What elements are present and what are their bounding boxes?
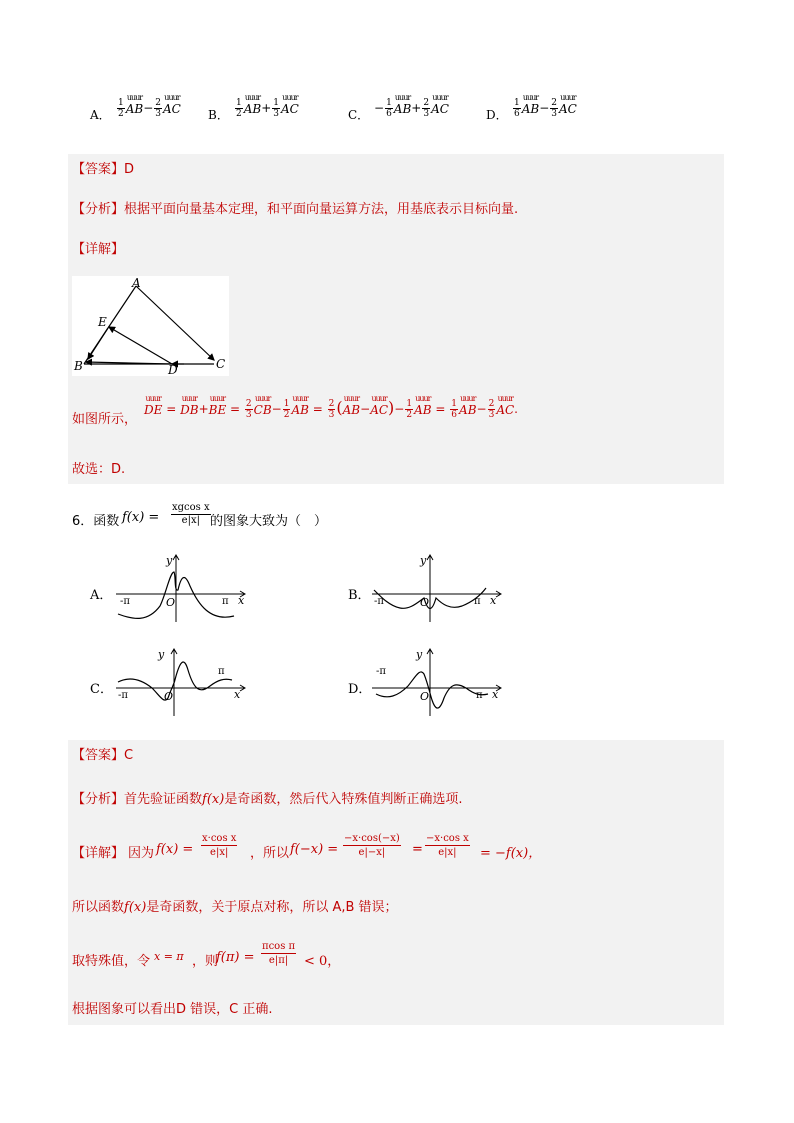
graph-d [370, 646, 510, 718]
svg-text:-π: -π [118, 690, 128, 701]
svg-text:x: x [238, 594, 245, 607]
q6-line3: 取特殊值，令 x = π ，则 f(π) = $\frac{\text{πcos π}}{e|\pi|}$ < 0， [72, 941, 341, 969]
svg-text:-π: -π [374, 596, 384, 607]
option-d [486, 106, 508, 123]
option-a [90, 106, 111, 123]
svg-text:y: y [420, 554, 427, 567]
label-e: E [98, 315, 107, 329]
q5-formula-expr: uuur DE = uuur DB+uuur BE = $\frac{2}{3}$ uuur CB− $\frac{1}{2}$ uuur AB = $\frac{2}{3}$ (uuur AB−uuur AC)− $\frac{1}{2}$ uuur AB = $\frac{1}{6}$ uuur AB− $\frac{2}{3}$ uuur AC. [144, 398, 518, 420]
option-a-expr: $\frac{1}{2}$ uuur AB− $\frac{2}{3}$ uuur AC [116, 98, 181, 119]
option-c [348, 106, 369, 123]
graph-b [370, 552, 510, 624]
option-c-label: C． [348, 108, 370, 122]
label-d: D [168, 363, 178, 376]
svg-text:x: x [492, 688, 499, 701]
graph-a-label: A． [90, 588, 113, 603]
q5-options [90, 98, 610, 132]
svg-text:π: π [222, 596, 229, 607]
graph-d-label: D． [348, 682, 372, 697]
option-d-expr: $\frac{1}{6}$ uuur AB− $\frac{2}{3}$ uuur AC [512, 98, 577, 119]
svg-text:O: O [164, 690, 174, 703]
option-b [208, 106, 229, 123]
svg-text:O: O [166, 596, 176, 609]
q5-conclusion: 故选：D. [72, 462, 126, 477]
graph-c [114, 646, 254, 718]
option-d-label: D． [486, 108, 508, 122]
q5-analysis-text: 根据平面向量基本定理，和平面向量运算方法，用基底表示目标向量. [124, 202, 519, 217]
option-b-label: B． [208, 108, 229, 122]
svg-text:-π: -π [376, 666, 386, 677]
svg-text:π: π [476, 690, 483, 701]
graph-a [114, 552, 254, 624]
q6-analysis: 【分析】首先验证函数f(x)是奇函数，然后代入特殊值判断正确选项. [72, 792, 463, 807]
svg-text:y: y [416, 648, 423, 661]
graph-b-label: B． [348, 588, 371, 603]
q6-answer-value: C [124, 748, 134, 763]
svg-text:-π: -π [120, 596, 130, 607]
svg-text:π: π [474, 596, 481, 607]
label-a: A [132, 276, 141, 290]
q5-answer: 【答案】D [72, 162, 135, 177]
q5-analysis: 【分析】根据平面向量基本定理，和平面向量运算方法，用基底表示目标向量. [72, 202, 519, 217]
q6-solution-block [68, 740, 724, 1025]
graph-c-label: C． [90, 682, 113, 697]
label-b: B [74, 359, 83, 373]
option-b-expr: $\frac{1}{2}$ uuur AB+ $\frac{1}{3}$ uuur AC [234, 98, 299, 119]
svg-text:O: O [420, 690, 430, 703]
svg-text:y: y [158, 648, 165, 661]
q5-detail-tag: 【详解】 [72, 242, 125, 257]
q6-line2: 所以函数f(x)是奇函数，关于原点对称，所以 A,B 错误； [72, 900, 398, 915]
q6-answer: 【答案】C [72, 748, 134, 763]
svg-text:x: x [490, 594, 497, 607]
q6-line4: 根据图象可以看出D 错误，C 正确. [72, 1002, 273, 1017]
svg-text:x: x [234, 688, 241, 701]
triangle-figure [72, 276, 229, 376]
q6-detail-line1: 【详解】 因为 f(x) = $\frac{\text{x·cos x}}{e|x|}$ ，所以 f(−x) = $\frac{-x\cdot\cos(-x)}{e|-x|}$ = $\frac{\text{−x·cos x}}{e|x|}$ = −f(x)， [72, 833, 542, 861]
option-a-label: A． [90, 108, 111, 122]
svg-text:y: y [166, 554, 173, 567]
q6-graphs [90, 552, 510, 722]
q5-answer-value: D [124, 162, 135, 177]
svg-text:π: π [218, 666, 225, 677]
option-c-expr: − $\frac{1}{6}$ uuur AB+ $\frac{2}{3}$ uuur AC [374, 98, 449, 119]
label-c: C [216, 357, 226, 371]
svg-text:O: O [420, 596, 430, 609]
